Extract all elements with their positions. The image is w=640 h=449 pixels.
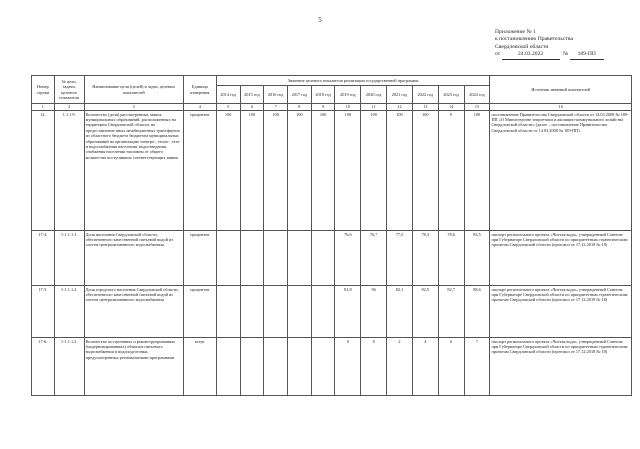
value-cell: 96 [361,286,387,338]
value-cell: 0 [335,338,361,396]
value-cell: 78,3 [412,231,438,286]
unit: штук [183,338,216,396]
column-number: 12 [387,104,413,111]
table-row [32,338,632,396]
value-cell: 78,6 [438,231,464,286]
value-cell [216,286,240,338]
value-cell: 82,1 [387,286,413,338]
value-cell: 0 [438,111,464,231]
page-number: 5 [318,16,322,24]
header-year: 2015 год [240,86,264,104]
header-goal-number: № цели, задачи, целевого показателя [54,76,84,104]
value-cell: 4 [412,338,438,396]
value-cell: 0 [361,338,387,396]
value-cell: 76,6 [335,231,361,286]
appendix-line-1: Приложение № 1 [495,29,536,35]
value-cell: 100 [387,111,413,231]
column-number: 14 [438,104,464,111]
indicator-name: Количество (доля) рассмотренных заявок муниципальных образований, расположенных на территории Свердловской области, на предоставление иных межбюджетных трансфертов из областного бюджета бюджетам муниципальных образований на организацию электро-, тепло-, газо- и водоснабжения населения, водоотведения, снабжения населения топливом от общего количества поступивших соответствующих заявок [84,111,183,231]
value-cell [216,338,240,396]
column-number: 4 [183,104,216,111]
value-cell: 82,5 [412,286,438,338]
column-number: 1 [32,104,55,111]
indicator-name: Доля городского населения Свердловской области, обеспеченного качественной питьевой водой из систем централизованного водоснабжения [84,286,183,338]
value-cell: 100 [216,111,240,231]
header-year: 2017 год [287,86,311,104]
column-number: 10 [335,104,361,111]
header-source: Источник значений показателей [490,76,632,104]
table-row [32,231,632,286]
indicator-name: Количество построенных и реконструированных (модернизированных) объектов питьевого водоснабжения и водоподготовки, предусмотренных региональными программами [84,338,183,396]
goal-number: 1.1.1.9. [54,111,84,231]
column-number: 5 [216,104,240,111]
header-year: 2020 год [361,86,387,104]
decree-date: 24.03.2022 [502,51,560,59]
column-number: 3 [84,104,183,111]
goal-number: 1-1.1.1.3. [54,338,84,396]
header-unit: Единица измерения [183,76,216,104]
goal-number: 1-1.1.1.2. [54,286,84,338]
header-year: 2021 год [387,86,413,104]
header-year: 2018 год [311,86,335,104]
source: паспорт регионального проекта «Чистая вода», утвержденный Советом при Губернаторе Свердловской области по приоритетным стратегическим проектам Свердловской области (протокол от 17.12.2018 № 18) [490,286,632,338]
row-number: 17-5. [32,286,55,338]
value-cell: 100 [412,111,438,231]
source: паспорт регионального проекта «Чистая вода», утвержденный Советом при Губернаторе Свердловской области по приоритетным стратегическим проектам Свердловской области (протокол от 17.12.2018 № 18) [490,231,632,286]
value-cell: 100 [335,111,361,231]
value-cell: 77,5 [387,231,413,286]
source: постановление Правительства Свердловской области от 14.03.2008 № 189-ПП «О Министерстве энергетики и жилищно-коммунального хозяйства Свердловской области» (далее – постановление Правительства Свердловской области от 14.03.2008 № 189-ПП) [490,111,632,231]
appendix-line-2: к постановлению Правительства [495,36,573,43]
value-cell: 88,6 [464,286,490,338]
decree-number: 189-ПП [570,51,604,59]
value-cell [287,231,311,286]
value-cell [240,286,264,338]
value-cell: 2 [387,338,413,396]
unit: процентов [183,111,216,231]
header-year: 2016 год [264,86,288,104]
header-year: 2024 год [464,86,490,104]
value-cell: 100 [361,111,387,231]
header-year: 2023 год [438,86,464,104]
value-cell: 81,8 [335,286,361,338]
value-cell: 100 [240,111,264,231]
header-values: Значение целевого показателя реализации государственной программы [216,76,490,86]
column-numbers-row [32,104,632,111]
row-number: 12. [32,111,55,231]
header-year: 2022 год [412,86,438,104]
row-number: 17-6. [32,338,55,396]
appendix-header [495,29,635,60]
value-cell: 100 [311,111,335,231]
value-cell: 82,7 [438,286,464,338]
value-cell [311,231,335,286]
value-cell: 7 [464,338,490,396]
column-number: 9 [311,104,335,111]
value-cell [311,338,335,396]
appendix-line-3: Свердловской области [495,43,549,50]
value-cell [216,231,240,286]
value-cell: 100 [264,111,288,231]
table-row [32,286,632,338]
table-row [32,111,632,231]
header-row-number: Номер строки [32,76,55,104]
value-cell [264,338,288,396]
value-cell [240,231,264,286]
appendix-date-line [495,51,635,59]
value-cell [287,286,311,338]
from-label: от [495,51,501,58]
value-cell [311,286,335,338]
indicator-name: Доля населения Свердловской области, обеспеченного качественной питьевой водой из систем централизованного водоснабжения [84,231,183,286]
column-number: 16 [490,104,632,111]
value-cell [240,338,264,396]
value-cell: 76,7 [361,231,387,286]
source: паспорт регионального проекта «Чистая вода», утвержденный Советом при Губернаторе Свердловской области по приоритетным стратегическим проектам Свердловской области (протокол от 17.12.2018 № 18) [490,338,632,396]
value-cell [287,338,311,396]
column-number: 15 [464,104,490,111]
value-cell: 100 [287,111,311,231]
column-number: 6 [240,104,264,111]
column-number: 13 [412,104,438,111]
value-cell [264,231,288,286]
number-label: № [562,51,569,58]
column-number: 7 [264,104,288,111]
target-indicators-table [31,75,632,396]
value-cell: 6 [438,338,464,396]
header-year: 2014 год [216,86,240,104]
value-cell [264,286,288,338]
header-year: 2019 год [335,86,361,104]
goal-number: 1-1.1.1.1. [54,231,84,286]
unit: процентов [183,286,216,338]
row-number: 17-4. [32,231,55,286]
unit: процентов [183,231,216,286]
column-number: 8 [287,104,311,111]
column-number: 2 [54,104,84,111]
column-number: 11 [361,104,387,111]
value-cell: 100 [464,111,490,231]
header-name: Наименование цели (целей) и задач, целевых показателей [84,76,183,104]
value-cell: 83,5 [464,231,490,286]
